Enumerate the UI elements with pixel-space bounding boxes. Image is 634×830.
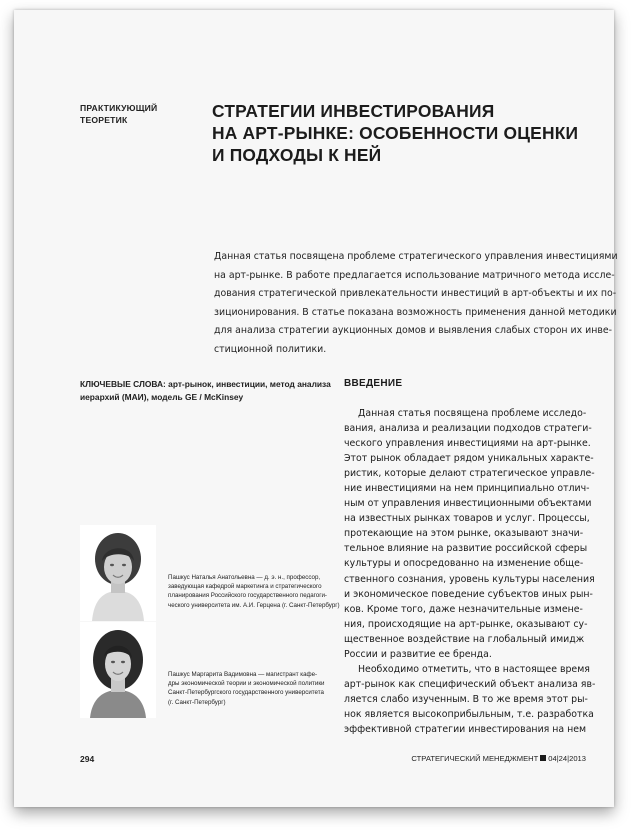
author-bio xyxy=(168,670,343,707)
author-photo xyxy=(80,622,156,718)
author-card xyxy=(80,525,340,621)
article-title xyxy=(212,100,592,166)
body-line: ния, происходящие на арт-рынке, оказывают су- xyxy=(344,618,588,630)
body-line: Данная статья посвящена проблеме исследо- xyxy=(358,408,587,419)
rubric-label xyxy=(80,102,200,126)
journal-name: СТРАТЕГИЧЕСКИЙ МЕНЕДЖМЕНТ xyxy=(411,754,539,763)
body-line: культуры и опосредованно на изменение обще- xyxy=(344,558,584,570)
body-line: и экономическое поведение субъектов иных рын- xyxy=(344,588,593,600)
journal-footer xyxy=(411,754,586,763)
body-line: на известных рынках товаров и услуг. Процессы, xyxy=(344,513,590,525)
title-line: НА АРТ-РЫНКЕ: ОСОБЕННОСТИ ОЦЕНКИ xyxy=(212,123,579,143)
title-line: И ПОДХОДЫ К НЕЙ xyxy=(212,145,382,165)
abstract-line: Данная статья посвящена проблеме стратегического управления инвестициями xyxy=(214,251,618,262)
body-text xyxy=(344,406,604,737)
abstract-line: на арт-рынке. В работе предлагается использование матричного метода иссле- xyxy=(214,269,615,281)
page-number: 294 xyxy=(80,754,95,764)
author-portrait-image xyxy=(80,525,156,621)
keywords-line: КЛЮЧЕВЫЕ СЛОВА: арт-рынок, инвестиции, метод анализа xyxy=(80,379,331,389)
body-line: ным от управления инвестиционными объектами xyxy=(344,498,592,510)
body-line: России и развитие ее бренда. xyxy=(344,648,492,660)
bio-line: (г. Санкт-Петербург) xyxy=(168,698,226,706)
body-line: тельное влияние на развитие российской сферы xyxy=(344,543,588,555)
bio-line: Пашкус Маргарита Вадимовна — магистрант кафе- xyxy=(168,671,318,678)
rubric-line: ПРАКТИКУЮЩИЙ xyxy=(80,103,158,113)
bio-line: заведующая кафедрой маркетинга и стратегического xyxy=(168,583,322,591)
body-line: ков. Кроме того, даже незначительные измене- xyxy=(344,603,583,615)
body-line: ственного сознания, уровень культуры населения xyxy=(344,573,595,585)
body-line: ристик, которые делают стратегическое управле- xyxy=(344,468,595,480)
journal-page xyxy=(14,10,618,807)
bio-line: ческого университета им. А.И. Герцена (г. Санкт-Петербург) xyxy=(168,601,340,609)
body-line: Необходимо отметить, что в настоящее время xyxy=(358,663,590,675)
abstract-line: дования стратегической привлекательности инвестиций в арт-объекты и их по- xyxy=(214,288,617,300)
bio-line: планирования Российского государственного педагоги- xyxy=(168,592,327,600)
abstract-line: зиционирования. В статье показана возможность применения данной методики xyxy=(214,306,617,318)
author-bio xyxy=(168,573,343,610)
bio-line: Пашкус Наталья Анатольевна — д. э. н., профессор, xyxy=(168,574,321,581)
abstract-line: стиционной политики. xyxy=(214,343,327,355)
body-line: ческого управления инвестициями на арт-рынке. xyxy=(344,438,591,450)
body-line: арт-рынок как специфический объект анализа яв- xyxy=(344,678,596,690)
square-separator-icon xyxy=(540,755,546,761)
bio-line: Санкт-Петербургского государственного университета xyxy=(168,689,324,697)
keywords-line: иерархий (МАИ), модель GE / McKinsey xyxy=(80,392,244,402)
journal-issue: 04|24|2013 xyxy=(548,754,586,763)
abstract xyxy=(214,248,618,360)
body-line: эффективной стратегии инвестирования на нем xyxy=(344,723,587,735)
body-line: щественное воздействие на глобальный имидж xyxy=(344,633,585,645)
author-portrait-image xyxy=(80,622,156,718)
body-line: нок является высокоприбыльным, т.е. разработка xyxy=(344,708,594,720)
title-line: СТРАТЕГИИ ИНВЕСТИРОВАНИЯ xyxy=(212,101,495,121)
abstract-line: для анализа стратегии аукционных домов и выявления слабых сторон их инве- xyxy=(214,325,613,337)
body-line: ние инвестициями на нем принципиально отлич- xyxy=(344,483,590,495)
rubric-line: ТЕОРЕТИК xyxy=(80,115,128,125)
bio-line: дры экономической теории и экономической политики xyxy=(168,680,325,688)
author-photo xyxy=(80,525,156,621)
keywords xyxy=(80,378,340,404)
body-line: Этот рынок обладает рядом уникальных характе- xyxy=(344,453,594,465)
body-line: протекающие на этом рынке, оказывают значи- xyxy=(344,528,584,540)
author-card xyxy=(80,622,340,718)
body-line: вания, анализа и реализации подходов стратеги- xyxy=(344,423,592,435)
section-heading: ВВЕДЕНИЕ xyxy=(344,378,403,389)
body-line: ляется слабо изученным. В то же время этот ры- xyxy=(344,693,588,705)
